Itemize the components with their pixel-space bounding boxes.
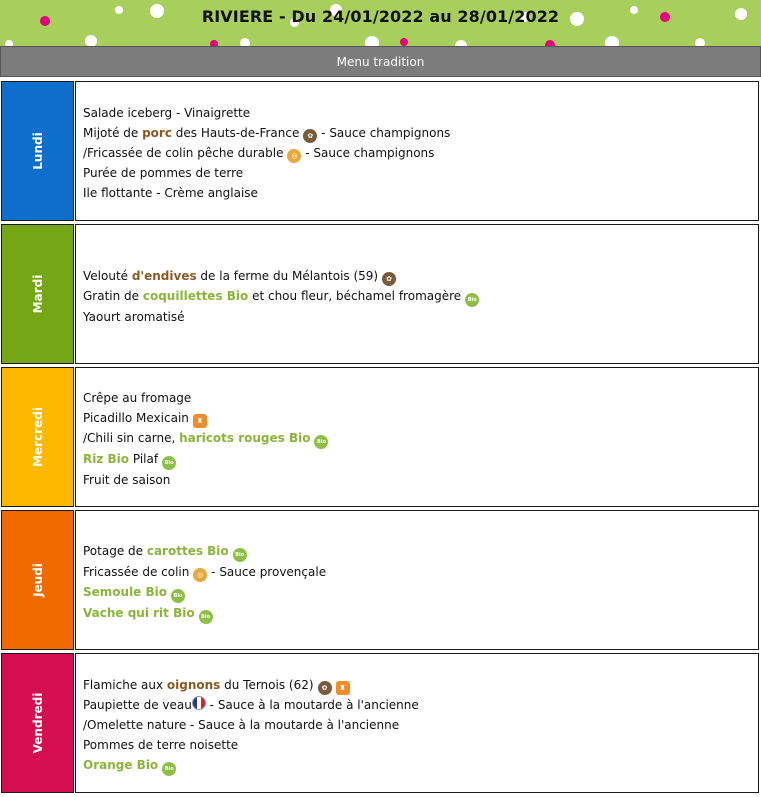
menu-line — [83, 449, 758, 470]
menu-line — [83, 675, 758, 695]
menu-line-text: - Sauce à la moutarde à l'ancienne — [205, 697, 419, 712]
banner-dot — [365, 36, 379, 46]
day-row-mercredi — [0, 367, 761, 509]
menu-line — [83, 286, 758, 307]
day-menu-content — [75, 81, 759, 221]
fish-icon: ◎ — [287, 149, 301, 163]
menu-line-text: Velouté — [83, 268, 132, 283]
menu-line-text: Ile flottante - Crème anglaise — [83, 186, 258, 200]
menu-line-text: Flamiche aux — [83, 677, 167, 692]
menu-line — [83, 695, 758, 715]
fish-icon: ◎ — [193, 568, 207, 582]
menu-highlight-ingredient: Semoule Bio — [83, 584, 168, 599]
bio-icon: Bio — [233, 548, 247, 562]
menu-line-text: et chou fleur, béchamel fromagère — [248, 288, 462, 303]
menu-line — [83, 715, 758, 735]
day-tab — [1, 81, 74, 221]
menu-line — [83, 408, 758, 428]
menu-line-text: Yaourt aromatisé — [83, 309, 185, 324]
day-row-mardi — [0, 224, 761, 366]
menu-highlight-ingredient: coquillettes Bio — [142, 288, 249, 303]
menu-line — [83, 143, 758, 163]
menu-highlight-ingredient: Vache qui rit Bio — [83, 605, 195, 620]
bio-icon: Bio — [162, 456, 176, 470]
bio-icon: Bio — [162, 762, 176, 776]
menu-line-text: /Fricassée de colin pêche durable — [83, 146, 284, 160]
menu-line-text: Pilaf — [129, 452, 159, 466]
chef-icon: ♜ — [193, 414, 207, 428]
menu-line-text: - Sauce champignons — [317, 126, 451, 140]
menu-section-header: Menu tradition — [0, 46, 761, 77]
day-menu-content — [75, 224, 759, 364]
menu-line — [83, 582, 758, 603]
day-tab — [1, 653, 74, 793]
menu-line — [83, 428, 758, 449]
banner-dot — [400, 38, 408, 46]
local-icon: ✿ — [318, 681, 332, 695]
menu-line — [83, 541, 758, 562]
page-title: RIVIERE - Du 24/01/2022 au 28/01/2022 — [201, 7, 560, 26]
menu-line — [83, 183, 758, 203]
menu-line — [83, 266, 758, 286]
france-flag-icon — [192, 696, 206, 710]
day-tab — [1, 224, 74, 364]
menu-line-text: Fruit de saison — [83, 473, 171, 487]
menu-line-text: de la ferme du Mélantois (59) — [196, 268, 379, 283]
menu-line-text: - Sauce champignons — [301, 146, 435, 160]
menu-line — [83, 123, 758, 143]
day-menu-content — [75, 367, 759, 507]
bio-icon: Bio — [314, 435, 328, 449]
day-label: Jeudi — [30, 563, 45, 597]
menu-line-text: Potage de — [83, 543, 147, 558]
menu-highlight-ingredient: oignons — [166, 677, 221, 692]
banner-dot — [240, 38, 250, 46]
menu-line-text: Mijoté de — [83, 126, 143, 140]
menu-highlight-ingredient: Orange Bio — [83, 757, 159, 772]
menu-line-text: /Omelette nature - Sauce à la moutarde à l'ancienne — [83, 717, 400, 732]
day-row-jeudi — [0, 510, 761, 652]
bio-icon: Bio — [171, 589, 185, 603]
day-row-vendredi — [0, 653, 761, 795]
bio-icon: Bio — [199, 610, 213, 624]
menu-line-text: Purée de pommes de terre — [83, 166, 244, 180]
menu-line-text: - Sauce provençale — [207, 564, 327, 579]
day-label: Mercredi — [30, 407, 45, 467]
menu-line — [83, 470, 758, 490]
bio-icon: Bio — [465, 293, 479, 307]
menu-line-text: des Hauts-de-France — [171, 126, 300, 140]
banner-dot — [605, 36, 619, 46]
menu-line-text: Pommes de terre noisette — [83, 737, 239, 752]
menu-line — [83, 562, 758, 582]
menu-line — [83, 735, 758, 755]
banner-dot — [695, 38, 705, 46]
local-icon: ✿ — [303, 129, 317, 143]
chef-icon: ♜ — [336, 681, 350, 695]
menu-line — [83, 163, 758, 183]
menu-highlight-ingredient: haricots rouges Bio — [179, 431, 311, 445]
page-banner — [0, 0, 761, 46]
local-icon: ✿ — [382, 272, 396, 286]
day-menu-content — [75, 653, 759, 793]
day-label: Mardi — [30, 274, 45, 314]
day-menu-content — [75, 510, 759, 650]
menu-line-text: Salade iceberg - Vinaigrette — [83, 106, 251, 120]
menu-highlight-ingredient: carottes Bio — [146, 543, 229, 558]
menu-line — [83, 307, 758, 327]
menu-highlight-ingredient: porc — [142, 126, 172, 140]
menu-line-text: Crêpe au fromage — [83, 391, 192, 405]
menu-highlight-ingredient: d'endives — [131, 268, 197, 283]
day-tab — [1, 510, 74, 650]
menu-line — [83, 755, 758, 776]
menu-line-text: du Ternois (62) — [220, 677, 314, 692]
day-label: Lundi — [30, 132, 45, 170]
menu-line-text: Fricassée de colin — [83, 564, 190, 579]
menu-highlight-ingredient: Riz Bio — [83, 452, 130, 466]
day-label: Vendredi — [30, 692, 45, 754]
menu-line-text: Paupiette de veau — [83, 697, 192, 712]
banner-dot — [85, 35, 97, 46]
menu-line-text: Picadillo Mexicain — [83, 411, 189, 425]
menu-line — [83, 603, 758, 624]
day-tab — [1, 367, 74, 507]
menu-line — [83, 103, 758, 123]
day-row-lundi — [0, 81, 761, 223]
menu-line — [83, 388, 758, 408]
menu-line-text: /Chili sin carne, — [83, 431, 180, 445]
menu-line-text: Gratin de — [83, 288, 143, 303]
